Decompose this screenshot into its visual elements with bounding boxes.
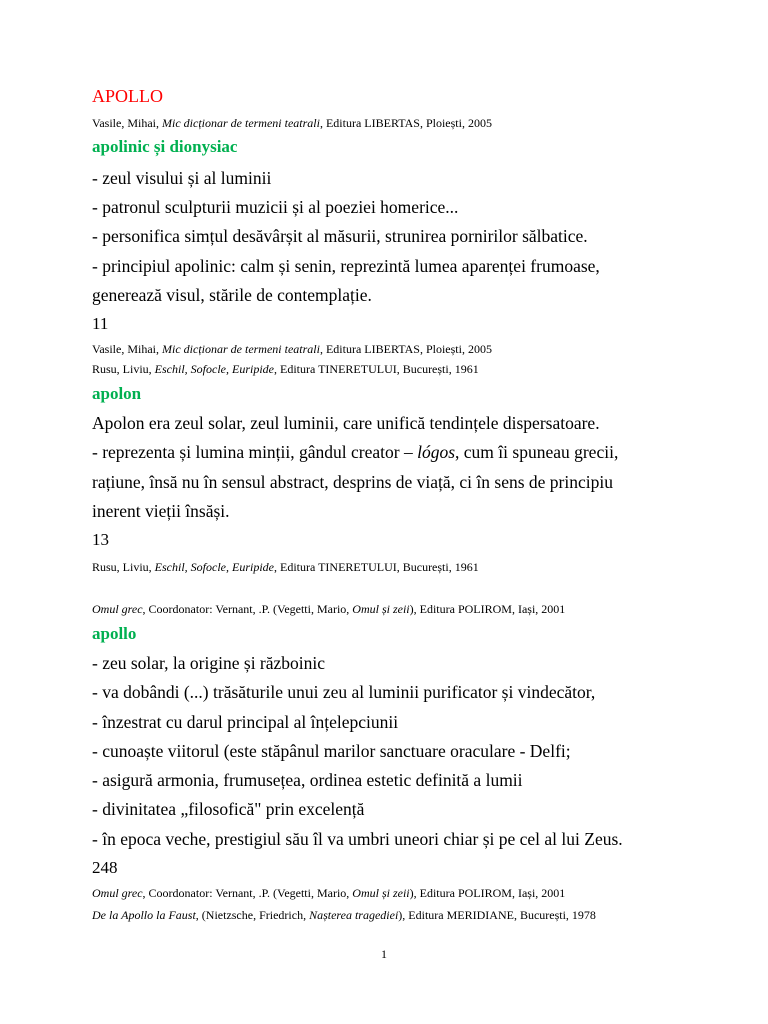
body-text: - reprezenta și lumina minții, gândul creator – <box>92 442 418 462</box>
source-citation <box>92 560 479 575</box>
page-reference: 13 <box>92 530 109 549</box>
body-line: generează visul, stările de contemplație. <box>92 285 372 305</box>
body-line: - divinitatea „filosofică" prin excelență <box>92 799 365 819</box>
body-line: inerent vieții însăși. <box>92 501 230 521</box>
body-line: - zeul visului și al luminii <box>92 168 272 188</box>
citation-author: , Coordonator: Vernant, .P. (Vegetti, Mario, <box>142 602 353 616</box>
citation-author: Rusu, Liviu, <box>92 560 155 574</box>
citation-author: Vasile, Mihai, <box>92 116 162 130</box>
citation-publisher: , Editura LIBERTAS, Ploiești, 2005 <box>319 342 492 356</box>
citation-publisher: ), Editura POLIROM, Iași, 2001 <box>409 886 566 900</box>
body-line: - patronul sculpturii muzicii și al poeziei homerice... <box>92 197 459 217</box>
body-emphasis: lógos <box>417 442 456 462</box>
section-heading-apollo: apollo <box>92 624 137 643</box>
source-citation <box>92 362 479 377</box>
citation-work: Nașterea tragediei <box>309 908 399 922</box>
page-reference: 248 <box>92 858 118 877</box>
citation-author: Rusu, Liviu, <box>92 362 155 376</box>
document-title: APOLLO <box>92 86 163 106</box>
body-line: - personifica simțul desăvârșit al măsurii, strunirea pornirilor sălbatice. <box>92 226 588 246</box>
citation-publisher: , Editura TINERETULUI, București, 1961 <box>273 362 479 376</box>
source-citation <box>92 116 492 131</box>
citation-work: Mic dicționar de termeni teatrali <box>162 116 320 130</box>
citation-work: Omul și zeii <box>352 886 410 900</box>
page-number-footer: 1 <box>381 947 387 961</box>
citation-work: Mic dicționar de termeni teatrali <box>162 342 320 356</box>
body-line: - asigură armonia, frumusețea, ordinea estetic definită a lumii <box>92 770 523 790</box>
body-line: - în epoca veche, prestigiul său îl va umbri uneori chiar și pe cel al lui Zeus. <box>92 829 623 849</box>
body-line: - zeu solar, la origine și războinic <box>92 653 326 673</box>
citation-publisher: ), Editura MERIDIANE, București, 1978 <box>398 908 596 922</box>
citation-author: , (Nietzsche, Friedrich, <box>195 908 310 922</box>
citation-author: , Coordonator: Vernant, .P. (Vegetti, Mario, <box>142 886 353 900</box>
body-line: - principiul apolinic: calm și senin, reprezintă lumea aparenței frumoase, <box>92 256 600 276</box>
citation-work: Omul grec <box>92 602 143 616</box>
source-citation <box>92 908 596 923</box>
body-line <box>92 442 618 463</box>
page-reference: 11 <box>92 314 109 333</box>
citation-publisher: , Editura LIBERTAS, Ploiești, 2005 <box>319 116 492 130</box>
body-line: Apolon era zeul solar, zeul luminii, care unifică tendințele dispersatoare. <box>92 413 600 433</box>
citation-publisher: , Editura TINERETULUI, București, 1961 <box>273 560 479 574</box>
citation-publisher: ), Editura POLIROM, Iași, 2001 <box>409 602 566 616</box>
source-citation <box>92 886 565 901</box>
source-citation <box>92 342 492 357</box>
source-citation <box>92 602 565 617</box>
citation-author: Vasile, Mihai, <box>92 342 162 356</box>
body-line: - cunoaște viitorul (este stăpânul marilor sanctuare oraculare - Delfi; <box>92 741 571 761</box>
body-text: , cum îi spuneau grecii, <box>455 442 619 462</box>
section-heading-apolinic: apolinic și dionysiac <box>92 137 238 156</box>
citation-work: Eschil, Sofocle, Euripide <box>154 560 274 574</box>
body-line: - va dobândi (...) trăsăturile unui zeu al luminii purificator și vindecător, <box>92 682 596 702</box>
citation-work: Eschil, Sofocle, Euripide <box>154 362 274 376</box>
body-line: rațiune, însă nu în sensul abstract, desprins de viață, ci în sens de principiu <box>92 472 613 492</box>
citation-work: Omul și zeii <box>352 602 410 616</box>
citation-work: Omul grec <box>92 886 143 900</box>
body-line: - înzestrat cu darul principal al înțelepciunii <box>92 712 399 732</box>
section-heading-apolon: apolon <box>92 384 142 403</box>
citation-work: De la Apollo la Faust <box>92 908 196 922</box>
